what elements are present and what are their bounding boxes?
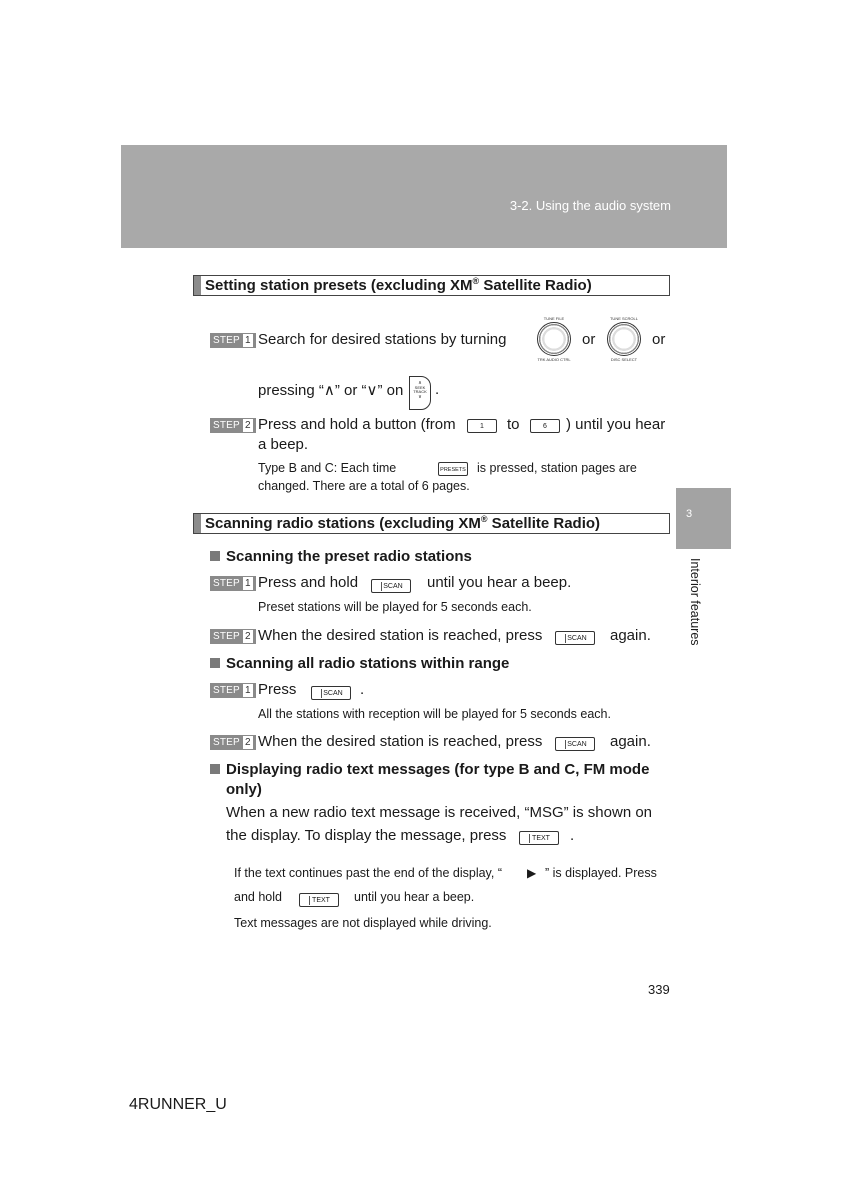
radio-text-body-cont: the display. To display the message, press bbox=[226, 827, 507, 844]
subheading-text-cont: only) bbox=[226, 781, 262, 798]
registered-mark: ® bbox=[480, 514, 488, 524]
key-label: SCAN bbox=[567, 741, 587, 748]
registered-mark: ® bbox=[472, 276, 480, 286]
text-button-icon bbox=[299, 893, 339, 907]
sub2-step2-end: again. bbox=[610, 733, 651, 750]
step-label: STEP bbox=[213, 420, 240, 432]
radio-text-body: When a new radio text message is received, “MSG” is shown on bbox=[226, 804, 653, 821]
period: . bbox=[570, 827, 575, 844]
sub1-step1-note: Preset stations will be played for 5 seconds each. bbox=[258, 600, 532, 614]
scan-button-icon bbox=[371, 579, 411, 593]
subheading-preset-scan bbox=[210, 548, 472, 565]
note-text-continues-end: ” is displayed. Press bbox=[545, 866, 657, 880]
sub1-step2-end: again. bbox=[610, 627, 651, 644]
step-number: 2 bbox=[243, 419, 253, 432]
subheading-text: Scanning all radio stations within range bbox=[226, 655, 510, 672]
to-text: to bbox=[507, 416, 520, 433]
section-title-text: Setting station presets (excluding XM bbox=[205, 277, 473, 294]
sub2-step1-end: . bbox=[360, 681, 365, 698]
note-text-continues: If the text continues past the end of the display, “ bbox=[234, 866, 502, 880]
step-badge-1: STEP 1 bbox=[210, 575, 256, 593]
step-label: STEP bbox=[213, 335, 240, 347]
knob-bottom-label: DISC SELECT bbox=[610, 357, 638, 362]
section-title-text: Scanning radio stations (excluding XM bbox=[205, 515, 481, 532]
preset-6-button-icon bbox=[530, 419, 560, 433]
note-type-b-c: Type B and C: Each time bbox=[258, 461, 397, 475]
subheading-radio-text bbox=[210, 761, 670, 778]
sub1-step2-text: When the desired station is reached, press bbox=[258, 627, 543, 644]
sub1-step1-text: Press and hold bbox=[258, 574, 359, 591]
chapter-tab bbox=[676, 488, 731, 549]
note-and-hold-end: until you hear a beep. bbox=[354, 890, 475, 904]
tune-file-knob-icon bbox=[534, 316, 574, 362]
step2-text-cont: a beep. bbox=[258, 436, 309, 453]
sub1-step1-end: until you hear a beep. bbox=[427, 574, 572, 591]
note-and-hold: and hold bbox=[234, 890, 282, 904]
page-number: 339 bbox=[648, 982, 670, 997]
section-header: 3-2. Using the audio system bbox=[509, 198, 671, 213]
step-number: 1 bbox=[243, 334, 253, 347]
knob-top-label: TUNE FILE bbox=[543, 316, 565, 321]
key-label: 6 bbox=[543, 423, 547, 430]
or-text: or bbox=[582, 331, 596, 348]
chapter-number: 3 bbox=[686, 508, 693, 520]
key-label: TEXT bbox=[532, 835, 550, 842]
step-badge-1: STEP 1 bbox=[210, 682, 256, 700]
knob-top-label: TUNE SCROLL bbox=[609, 316, 638, 321]
subheading-text: Displaying radio text messages (for type B and C, FM mode bbox=[226, 761, 650, 778]
key-label: TEXT bbox=[312, 897, 330, 904]
step1-text: Search for desired stations by turning bbox=[258, 331, 507, 348]
step-badge-2: STEP 2 bbox=[210, 734, 256, 752]
scan-button-icon bbox=[311, 686, 351, 700]
section-title-text-end: Satellite Radio) bbox=[479, 277, 592, 294]
note-type-b-c-end: changed. There are a total of 6 pages. bbox=[258, 479, 470, 493]
step-badge-2: STEP 2 bbox=[210, 628, 256, 646]
note-not-while-driving: Text messages are not displayed while driving. bbox=[234, 916, 492, 930]
seek-track-label: SEEK TRACK bbox=[413, 385, 427, 394]
preset-1-button-icon bbox=[467, 419, 497, 433]
presets-button-icon bbox=[438, 462, 468, 476]
subheading-all-scan bbox=[210, 655, 509, 672]
document-code: 4RUNNER_U bbox=[129, 1096, 227, 1113]
section-title-text-end: Satellite Radio) bbox=[487, 515, 601, 532]
or-text-2: or bbox=[652, 331, 666, 348]
note-type-b-c-cont: is pressed, station pages are bbox=[477, 461, 637, 475]
header-band bbox=[121, 145, 727, 248]
section-title-presets bbox=[193, 275, 670, 296]
step-badge-1 bbox=[210, 332, 256, 350]
step1-text-cont: pressing “∧” or “∨” on bbox=[258, 382, 404, 399]
seek-track-button-icon: ∧ SEEK TRACK ∨ bbox=[409, 376, 431, 410]
section-title-scanning bbox=[193, 513, 670, 534]
square-bullet-icon bbox=[210, 658, 220, 668]
sub2-step2-text: When the desired station is reached, press bbox=[258, 733, 543, 750]
step-badge-2 bbox=[210, 417, 256, 435]
key-label: SCAN bbox=[323, 690, 343, 697]
scan-button-icon bbox=[555, 631, 595, 645]
key-label: PRESETS bbox=[440, 467, 466, 473]
text-button-icon bbox=[519, 831, 559, 845]
sub2-step1-text: Press bbox=[258, 681, 297, 698]
square-bullet-icon bbox=[210, 551, 220, 561]
tune-scroll-knob-icon bbox=[604, 316, 644, 362]
key-label: SCAN bbox=[567, 635, 587, 642]
step2-text-end: ) until you hear bbox=[566, 416, 666, 433]
knob-bottom-label: TRK AUDIO CTRL bbox=[537, 357, 571, 362]
play-arrow-icon: ▶ bbox=[527, 866, 537, 880]
chapter-label: Interior features bbox=[688, 558, 702, 646]
sub2-step1-note: All the stations with reception will be played for 5 seconds each. bbox=[258, 707, 611, 721]
key-label: SCAN bbox=[383, 583, 403, 590]
square-bullet-icon bbox=[210, 764, 220, 774]
period: . bbox=[435, 381, 440, 398]
subheading-text: Scanning the preset radio stations bbox=[226, 548, 472, 565]
step2-text: Press and hold a button (from bbox=[258, 416, 456, 433]
key-label: 1 bbox=[480, 423, 484, 430]
scan-button-icon bbox=[555, 737, 595, 751]
